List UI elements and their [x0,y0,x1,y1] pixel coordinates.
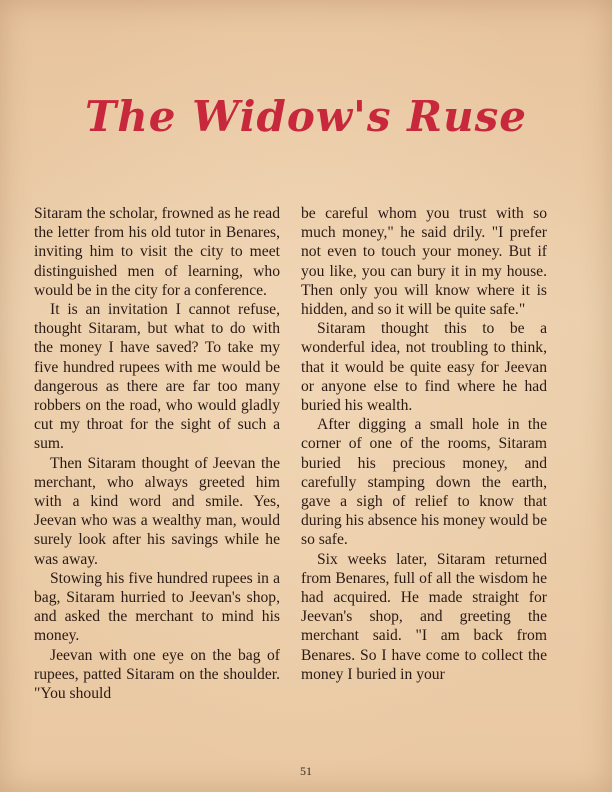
paragraph: be careful whom you trust with so much money," he said drily. "I prefer not even to touch your money. But if you like, you can bury it in my house. Then only you will know where it is hidden, and so it will be quite safe." [301,205,547,319]
paragraph: It is an invitation I cannot refuse, thought Sitaram, but what to do with the money I have saved? To take my five hundred rupees with me would be dangerous as there are far too many robbers on the road, who would gladly cut my throat for the sight of such a sum. [34,301,280,453]
paragraph: After digging a small hole in the corner of one of the rooms, Sitaram buried his precious money, and carefully stamping down the earth, gave a sigh of relief to know that during his absence his money would be so safe. [301,416,547,549]
paragraph: Stowing his five hundred rupees in a bag, Sitaram hurried to Jeevan's shop, and asked the merchant to mind his money. [34,569,280,645]
left-column [34,204,280,703]
story-title: The Widow's Ruse [85,92,527,141]
paragraph: Sitaram thought this to be a wonderful idea, not troubling to think, that it would be quite easy for Jeevan or anyone else to find where he had buried his wealth. [301,320,547,415]
right-column [301,204,547,684]
paragraph: Sitaram the scholar, frowned as he read the letter from his old tutor in Benares, inviting him to visit the city to meet distinguished men of learning, who would be in the city for a conference. [34,205,280,299]
paragraph: Then Sitaram thought of Jeevan the merchant, who always greeted him with a kind word and smile. Yes, Jeevan who was a wealthy man, would surely look after his savings while he was away. [34,454,280,568]
paragraph: Jeevan with one eye on the bag of rupees, patted Sitaram on the shoulder. "You should [34,646,280,703]
page-number: 51 [300,764,312,778]
paragraph: Six weeks later, Sitaram returned from Benares, full of all the wisdom he had acquired. He made straight for Jeevan's shop, and greeting the merchant said. "I am back from Benares. So I have come to collect the money I buried in your [301,550,547,683]
